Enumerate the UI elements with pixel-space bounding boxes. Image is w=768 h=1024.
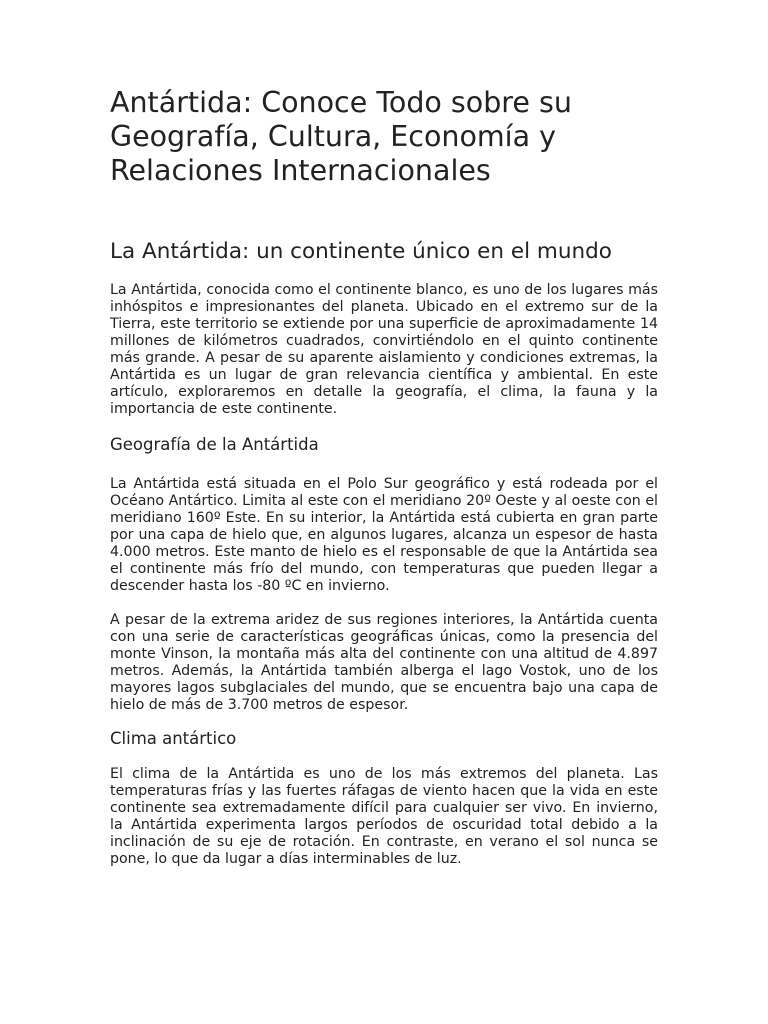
geografia-heading: Geografía de la Antártida: [110, 435, 319, 454]
geografia-paragraph-1: La Antártida está situada en el Polo Sur geográfico y está rodeada por el Océano Antártico. Limita al este con el meridiano 20º Oeste y al oeste con el meridiano 160º Este. En su interior, la Antártida está cubierta en gran parte por una capa de hielo que, en algunos lugares, alcanza un espesor de hasta 4.000 metros. Este manto de hielo es el responsable de que la Antártida sea el continente más frío del mundo, con temperaturas que pueden llegar a descender hasta los -80 ºC en invierno.: [110, 476, 658, 594]
clima-heading: Clima antártico: [110, 729, 237, 748]
section-heading: La Antártida: un continente único en el mundo: [110, 239, 612, 264]
document-title: Antártida: Conoce Todo sobre su Geografía, Cultura, Economía y Relaciones Internacionales: [110, 86, 572, 187]
geografia-paragraph-2: A pesar de la extrema aridez de sus regiones interiores, la Antártida cuenta con una serie de características geográficas únicas, como la presencia del monte Vinson, la montaña más alta del continente con una altitud de 4.897 metros. Además, la Antártida también alberga el lago Vostok, uno de los mayores lagos subglaciales del mundo, que se encuentra bajo una capa de hielo de más de 3.700 metros de espesor.: [110, 612, 658, 713]
intro-paragraph: La Antártida, conocida como el continente blanco, es uno de los lugares más inhóspitos e impresionantes del planeta. Ubicado en el extremo sur de la Tierra, este territorio se extiende por una superficie de aproximadamente 14 millones de kilómetros cuadrados, convirtiéndolo en el quinto continente más grande. A pesar de su aparente aislamiento y condiciones extremas, la Antártida es un lugar de gran relevancia científica y ambiental. En este artículo, exploraremos en detalle la geografía, el clima, la fauna y la importancia de este continente.: [110, 282, 658, 417]
clima-paragraph-1: El clima de la Antártida es uno de los más extremos del planeta. Las temperaturas frías y las fuertes ráfagas de viento hacen que la vida en este continente sea extremadamente difícil para cualquier ser vivo. En invierno, la Antártida experimenta largos períodos de oscuridad total debido a la inclinación de su eje de rotación. En contraste, en verano el sol nunca se pone, lo que da lugar a días interminables de luz.: [110, 766, 658, 867]
